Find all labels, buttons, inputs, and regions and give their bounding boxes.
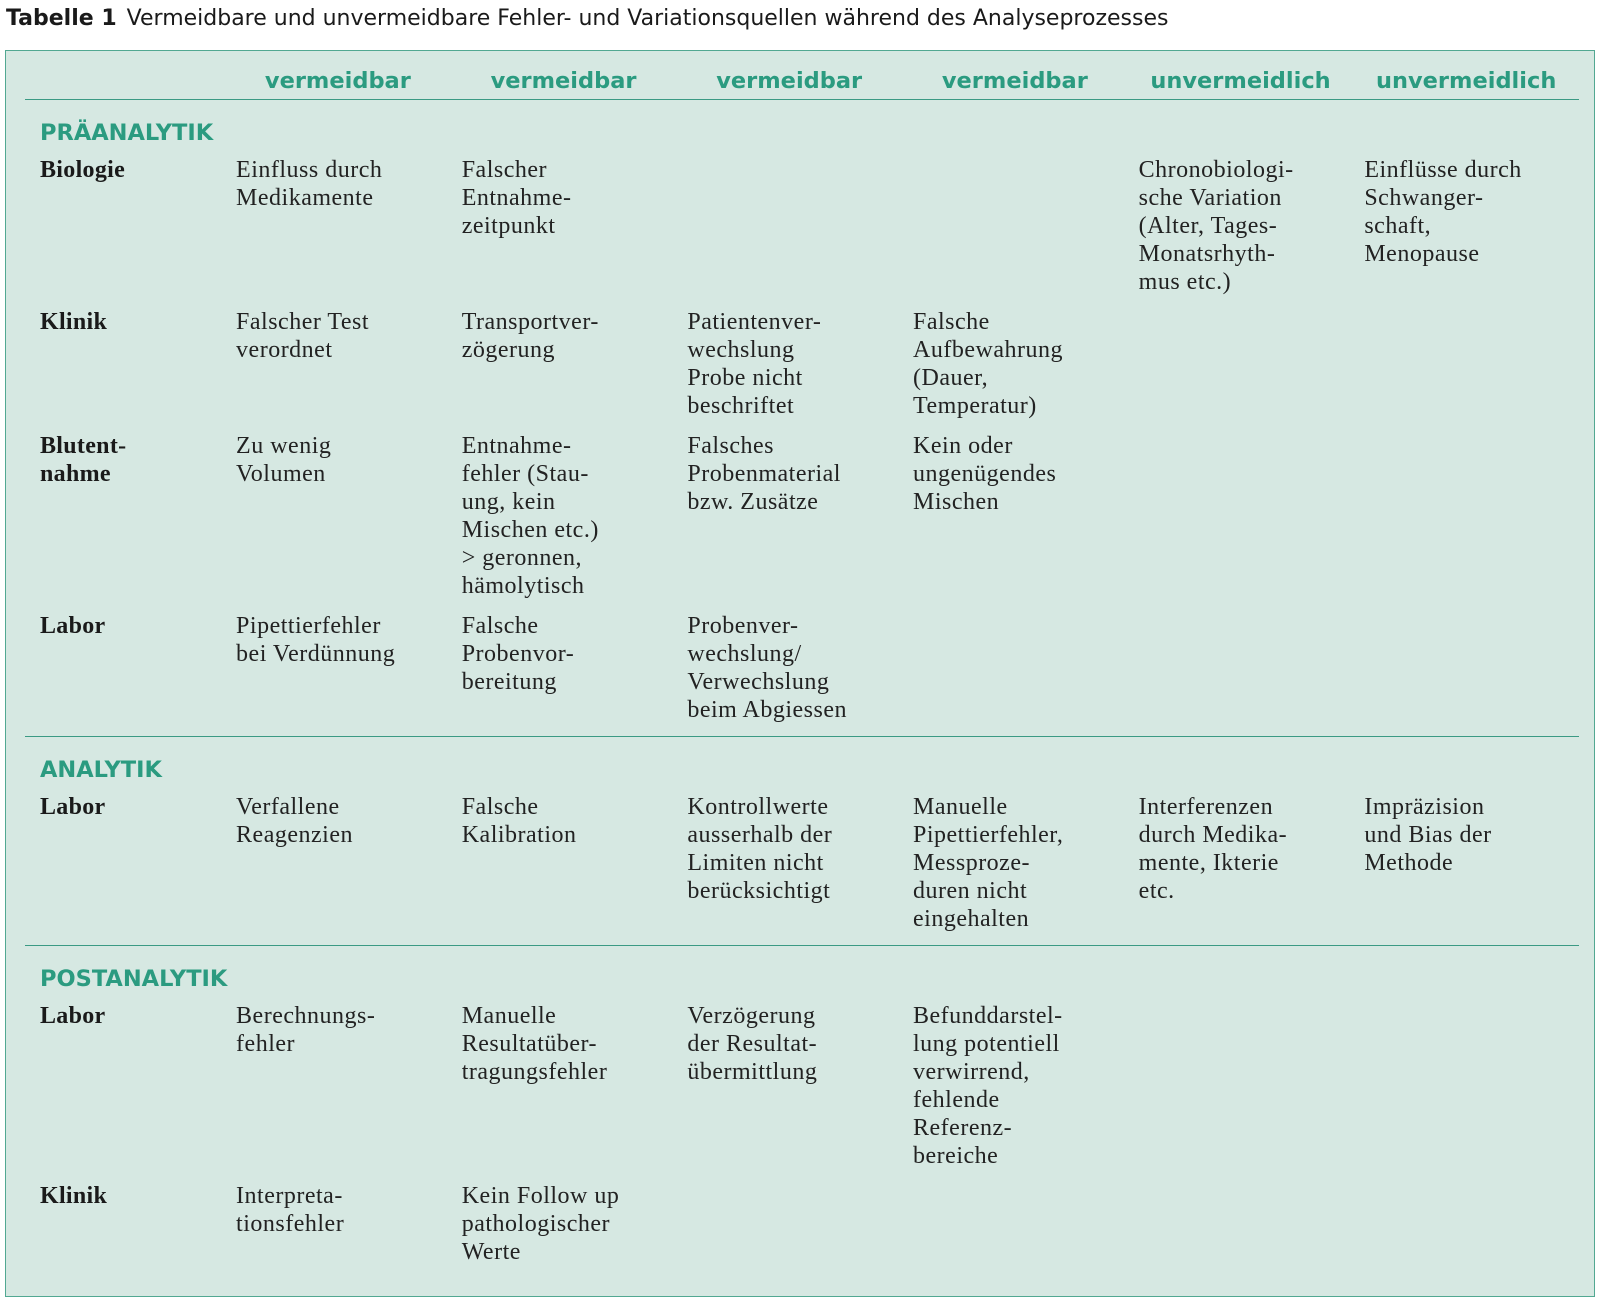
table-caption — [6, 2, 1168, 36]
table-cell: Manuelle Pipettierfehler, Messproze- duren nicht eingehalten — [902, 793, 1128, 946]
header-row — [25, 65, 1579, 100]
section-header-row — [25, 737, 1579, 794]
error-sources-table — [25, 65, 1579, 1278]
table-cell: Transportver- zögerung — [461, 309, 599, 363]
table-cell — [1353, 308, 1579, 432]
table-cell — [1353, 1182, 1579, 1278]
table-cell: Manuelle Resultatüber- tragungsfehler — [461, 1003, 608, 1085]
row-label: Klinik — [40, 1183, 108, 1209]
table-row — [25, 793, 1579, 946]
table-cell: Falsches Probenmaterial bzw. Zusätze — [687, 433, 841, 515]
table-cell — [1353, 1002, 1579, 1182]
table-cell: Einflüsse durch Schwanger- schaft, Menopause — [1364, 157, 1522, 267]
table-row — [25, 612, 1579, 737]
table-cell — [1128, 432, 1354, 612]
column-header-avoidable: vermeidbar — [225, 65, 451, 100]
column-header-category — [25, 65, 225, 100]
table-cell: Kein Follow up pathologischer Werte — [461, 1183, 620, 1265]
column-header-unavoidable: unvermeidlich — [1128, 65, 1354, 100]
section-analytik — [25, 737, 1579, 946]
table-cell: Verfallene Reagenzien — [225, 793, 451, 946]
table-cell: Falsche Probenvor- bereitung — [451, 612, 677, 737]
table-cell — [1353, 612, 1579, 737]
row-label: Blutent- nahme — [40, 433, 127, 487]
column-header-avoidable: vermeidbar — [676, 65, 902, 100]
table-cell: Chronobiologi- sche Variation (Alter, Tages- Monatsrhyth- mus etc.) — [1138, 157, 1294, 295]
table-cell: Impräzision und Bias der Methode — [1353, 793, 1579, 946]
table-row — [25, 156, 1579, 308]
table-cell — [902, 612, 1128, 737]
row-label: Klinik — [40, 309, 108, 335]
row-label: Labor — [25, 793, 225, 946]
table-row — [25, 1182, 1579, 1278]
table-panel — [5, 50, 1595, 1297]
table-cell: Probenver- wechslung/ Verwechslung beim Abgiessen — [676, 612, 902, 737]
section-postanalytik — [25, 946, 1579, 1279]
table-cell — [676, 1182, 902, 1278]
table-cell: Kein oder ungenügendes Mischen — [913, 433, 1057, 515]
table-cell: Falscher Test verordnet — [236, 309, 370, 363]
column-header-avoidable: vermeidbar — [902, 65, 1128, 100]
caption-label: Tabelle 1 — [6, 6, 117, 31]
table-cell: Berechnungs- fehler — [236, 1003, 376, 1057]
table-cell: Verzögerung der Resultat- übermittlung — [687, 1003, 818, 1085]
row-label: Labor — [40, 1003, 106, 1029]
table-cell — [902, 1182, 1128, 1278]
table-row — [25, 432, 1579, 612]
caption-title: Vermeidbare und unvermeidbare Fehler- und Variationsquellen während des Analyseprozesses — [126, 6, 1169, 31]
table-cell — [1128, 1182, 1354, 1278]
table-row — [25, 308, 1579, 432]
table-cell: Falscher Entnahme- zeitpunkt — [461, 157, 572, 239]
section-title: PRÄANALYTIK — [40, 120, 214, 146]
table-cell — [1128, 308, 1354, 432]
table-cell — [902, 156, 1128, 308]
table-cell: Zu wenig Volumen — [236, 433, 332, 487]
section-title: ANALYTIK — [40, 757, 162, 783]
column-header-avoidable: vermeidbar — [451, 65, 677, 100]
section-title: POSTANALYTIK — [40, 966, 228, 992]
table-row — [25, 1002, 1579, 1182]
table-cell: Entnahme- fehler (Stau- ung, kein Mischen etc.) > geronnen, hämolytisch — [461, 433, 599, 599]
row-label: Labor — [25, 612, 225, 737]
table-cell: Falsche Kalibration — [451, 793, 677, 946]
table-cell: Interferenzen durch Medika- mente, Ikterie etc. — [1128, 793, 1354, 946]
table-cell — [1353, 432, 1579, 612]
table-cell — [676, 156, 902, 308]
section-header-row — [25, 100, 1579, 157]
row-label: Biologie — [40, 157, 126, 183]
table-cell: Pipettierfehler bei Verdünnung — [225, 612, 451, 737]
section-header-row — [25, 946, 1579, 1003]
table-cell — [1128, 1002, 1354, 1182]
column-header-unavoidable: unvermeidlich — [1353, 65, 1579, 100]
section-praeanalytik — [25, 100, 1579, 737]
table-cell: Interpreta- tionsfehler — [236, 1183, 345, 1237]
table-cell: Einfluss durch Medikamente — [236, 157, 383, 211]
table-cell: Befunddarstel- lung potentiell verwirrend, fehlende Referenz- bereiche — [913, 1003, 1063, 1169]
table-cell — [1128, 612, 1354, 737]
table-cell: Falsche Aufbewahrung (Dauer, Temperatur) — [913, 309, 1063, 419]
table-cell: Kontrollwerte ausserhalb der Limiten nicht berücksichtigt — [676, 793, 902, 946]
table-cell: Patientenver- wechslung Probe nicht beschriftet — [687, 309, 822, 419]
